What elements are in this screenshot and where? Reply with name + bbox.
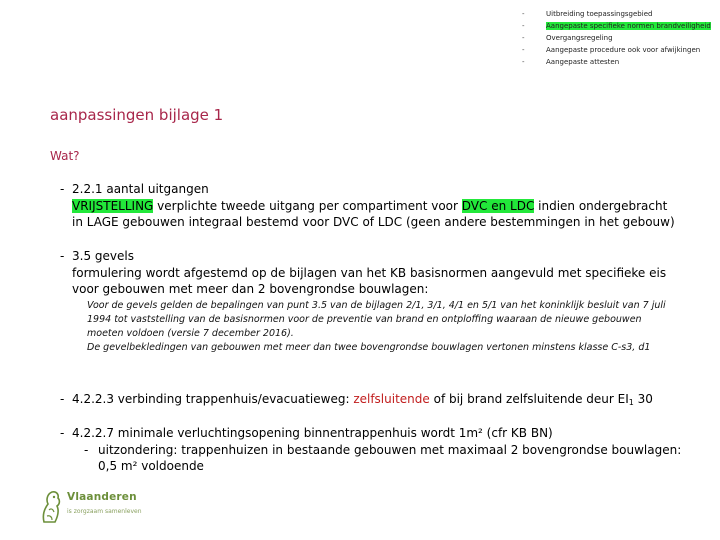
list-item-exits	[60, 181, 682, 231]
list-item-body	[72, 391, 682, 412]
item-heading: 2.2.1 aantal uitgangen	[72, 182, 209, 196]
agenda-item-text: Aangepaste attesten	[546, 58, 620, 66]
list-bullet: -	[60, 249, 65, 263]
agenda-bullet: -	[522, 22, 525, 30]
agenda-item	[518, 56, 718, 68]
text-segment: 30	[633, 392, 653, 406]
lion-icon	[38, 488, 64, 524]
logo-tagline: is zorgzaam samenleven	[67, 508, 142, 515]
agenda-item-text: Aangepaste procedure ook voor afwijkingen	[546, 46, 701, 54]
logo-name: Vlaanderen	[67, 491, 137, 503]
item-text: 4.2.2.7 minimale verluchtingsopening binnentrappenhuis wordt 1m² (cfr KB BN)	[72, 426, 553, 440]
quote-paragraph: De gevelbekledingen van gebouwen met meer dan twee bovengrondse bouwlagen vertonen minstens klasse C-s3, d1	[87, 342, 651, 353]
agenda-item	[518, 20, 718, 32]
sub-item-text: uitzondering: trappenhuizen in bestaande gebouwen met maximaal 2 bovengrondse bouwlagen: 0,5 m² voldoende	[98, 442, 682, 473]
agenda-item	[518, 32, 718, 44]
agenda-list	[518, 8, 718, 68]
text-segment: 4.2.2.3 verbinding trappenhuis/evacuatieweg:	[72, 392, 354, 406]
list-bullet: -	[60, 182, 65, 196]
item-text	[72, 198, 682, 231]
list-item-facades	[60, 248, 682, 298]
subscript: 1	[628, 398, 634, 407]
text-segment: indien ondergebracht in LAGE gebouwen integraal bestemd voor DVC of LDC (geen andere bestemmingen in het gebouw)	[72, 198, 675, 229]
quote-paragraph: Voor de gevels gelden de bepalingen van punt 3.5 van de bijlagen 2/1, 3/1, 4/1 en 5/1 van het koninklijk besluit van 7 juli 1994 tot vaststelling van de basisnormen voor de preventie van brand en ontploffing waaraan de nieuwe gebouwen moeten voldoen (versie 7 december 2016).	[87, 300, 666, 339]
quoted-regulation	[87, 299, 677, 355]
agenda-bullet: -	[522, 58, 525, 66]
text-segment: of bij brand zelfsluitende deur EI	[429, 392, 629, 406]
slide-title: aanpassingen bijlage 1	[50, 106, 224, 124]
list-item-body	[72, 425, 682, 475]
list-item-body	[72, 248, 682, 298]
item-text: formulering wordt afgestemd op de bijlagen van het KB basisnormen aangevuld met specifieke eis voor gebouwen met meer dan 2 bovengrondse bouwlagen:	[72, 265, 667, 296]
agenda-item-text: Uitbreiding toepassingsgebied	[546, 10, 653, 18]
sub-bullet: -	[84, 442, 89, 457]
list-item-body	[72, 181, 682, 231]
agenda-item	[518, 44, 718, 56]
agenda-item-text: Overgangsregeling	[546, 34, 613, 42]
agenda-item-text-highlighted: Aangepaste specifieke normen brandveiligheid	[546, 22, 711, 30]
list-bullet: -	[60, 392, 65, 406]
highlight-dvc-ldc: DVC en LDC	[461, 198, 535, 213]
list-item-staircase-connection	[60, 391, 682, 412]
agenda-bullet: -	[522, 34, 525, 42]
vlaanderen-logo	[38, 486, 148, 526]
list-bullet: -	[60, 426, 65, 440]
highlight-exemption: VRIJSTELLING	[72, 198, 154, 213]
agenda-item	[518, 8, 718, 20]
list-item-ventilation	[60, 425, 682, 475]
sub-list-item	[72, 442, 682, 475]
red-emphasis: zelfsluitende	[353, 392, 430, 406]
item-heading: 3.5 gevels	[72, 249, 134, 263]
text-segment: verplichte tweede uitgang per compartiment voor	[153, 198, 462, 213]
agenda-bullet: -	[522, 10, 525, 18]
section-label: Wat?	[50, 149, 80, 163]
agenda-bullet: -	[522, 46, 525, 54]
